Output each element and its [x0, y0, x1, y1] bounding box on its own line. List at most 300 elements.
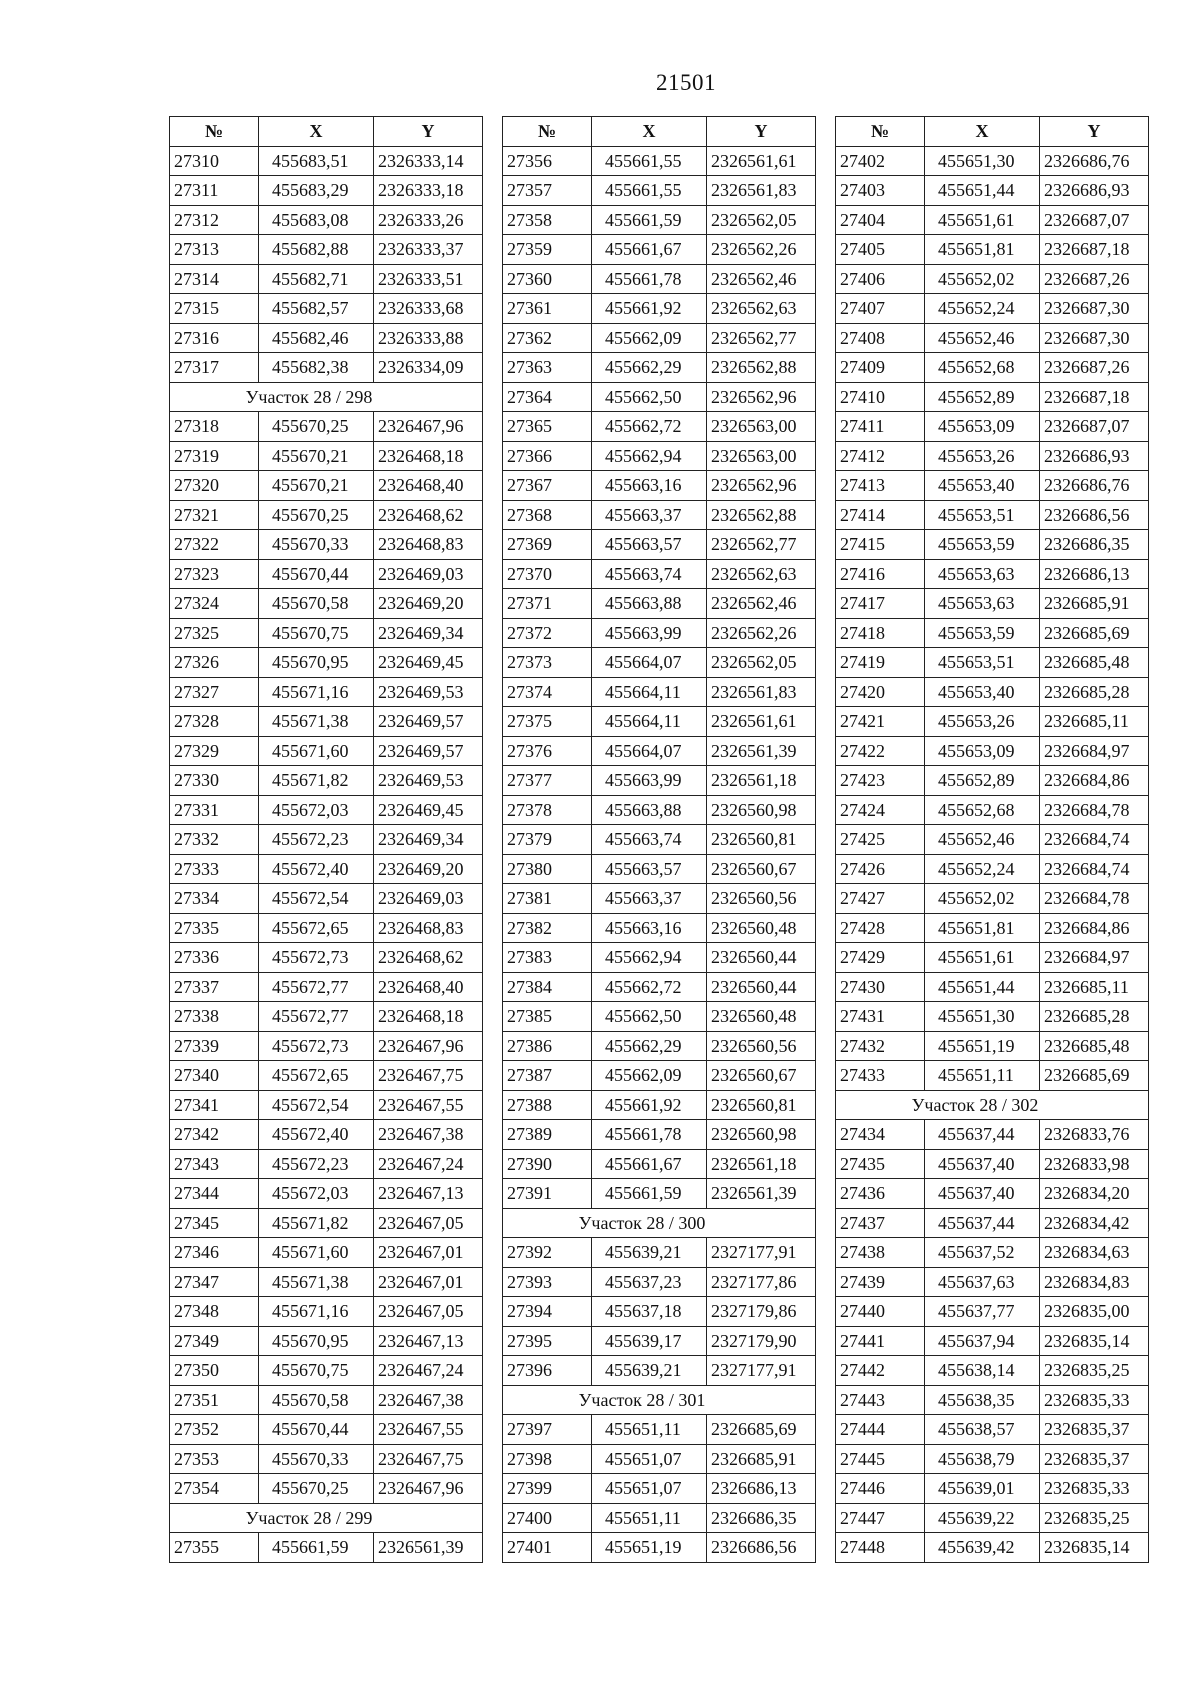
point-number-cell: 27329 — [170, 736, 259, 766]
section-title: Участок 28 / 300 — [503, 1208, 816, 1238]
point-number-cell: 27423 — [836, 766, 925, 796]
x-coordinate-cell: 455651,81 — [925, 235, 1040, 265]
table-row — [170, 1179, 483, 1209]
table-row — [836, 294, 1149, 324]
x-coordinate-cell: 455682,57 — [259, 294, 374, 324]
x-coordinate-cell: 455637,77 — [925, 1297, 1040, 1327]
y-coordinate-cell: 2326467,01 — [374, 1267, 483, 1297]
table-row — [503, 146, 816, 176]
x-coordinate-cell: 455651,44 — [925, 972, 1040, 1002]
x-coordinate-cell: 455663,88 — [592, 795, 707, 825]
point-number-cell: 27370 — [503, 559, 592, 589]
table-row — [503, 1356, 816, 1386]
y-coordinate-cell: 2326333,26 — [374, 205, 483, 235]
y-coordinate-cell: 2326560,67 — [707, 1061, 816, 1091]
table-row — [836, 677, 1149, 707]
table-row — [503, 1061, 816, 1091]
y-coordinate-cell: 2326560,44 — [707, 943, 816, 973]
table-row — [503, 854, 816, 884]
y-coordinate-cell: 2326563,00 — [707, 412, 816, 442]
x-coordinate-cell: 455661,92 — [592, 1090, 707, 1120]
y-coordinate-cell: 2326684,74 — [1040, 825, 1149, 855]
point-number-cell: 27387 — [503, 1061, 592, 1091]
table-header-row — [836, 117, 1149, 147]
x-coordinate-cell: 455653,40 — [925, 471, 1040, 501]
point-number-cell: 27407 — [836, 294, 925, 324]
y-coordinate-cell: 2326687,30 — [1040, 294, 1149, 324]
y-coordinate-cell: 2326560,81 — [707, 825, 816, 855]
table-row — [170, 825, 483, 855]
y-coordinate-cell: 2326684,86 — [1040, 913, 1149, 943]
x-coordinate-cell: 455662,29 — [592, 353, 707, 383]
x-coordinate-cell: 455670,25 — [259, 412, 374, 442]
point-number-cell: 27402 — [836, 146, 925, 176]
point-number-cell: 27363 — [503, 353, 592, 383]
y-coordinate-cell: 2326561,39 — [374, 1533, 483, 1563]
table-row — [170, 1533, 483, 1563]
table-row — [170, 1149, 483, 1179]
point-number-cell: 27330 — [170, 766, 259, 796]
point-number-cell: 27338 — [170, 1002, 259, 1032]
point-number-cell: 27397 — [503, 1415, 592, 1445]
point-number-cell: 27325 — [170, 618, 259, 648]
point-number-cell: 27436 — [836, 1179, 925, 1209]
x-coordinate-cell: 455652,46 — [925, 323, 1040, 353]
point-number-cell: 27318 — [170, 412, 259, 442]
point-number-cell: 27368 — [503, 500, 592, 530]
y-coordinate-cell: 2326834,63 — [1040, 1238, 1149, 1268]
table-row — [503, 618, 816, 648]
point-number-cell: 27424 — [836, 795, 925, 825]
x-coordinate-cell: 455672,77 — [259, 1002, 374, 1032]
y-coordinate-cell: 2326469,20 — [374, 854, 483, 884]
point-number-cell: 27392 — [503, 1238, 592, 1268]
table-row — [503, 1444, 816, 1474]
x-coordinate-cell: 455671,60 — [259, 1238, 374, 1268]
table-row — [170, 1002, 483, 1032]
point-number-cell: 27342 — [170, 1120, 259, 1150]
y-coordinate-cell: 2326833,98 — [1040, 1149, 1149, 1179]
table-row — [170, 589, 483, 619]
table-row — [170, 1297, 483, 1327]
table-body — [503, 146, 816, 1562]
y-coordinate-cell: 2326333,88 — [374, 323, 483, 353]
y-coordinate-cell: 2326684,97 — [1040, 736, 1149, 766]
x-coordinate-cell: 455637,44 — [925, 1208, 1040, 1238]
x-coordinate-cell: 455663,88 — [592, 589, 707, 619]
x-coordinate-cell: 455661,55 — [592, 146, 707, 176]
x-coordinate-cell: 455663,99 — [592, 766, 707, 796]
y-coordinate-cell: 2326562,77 — [707, 530, 816, 560]
y-coordinate-cell: 2326561,83 — [707, 176, 816, 206]
y-coordinate-cell: 2326835,37 — [1040, 1415, 1149, 1445]
y-coordinate-cell: 2326562,77 — [707, 323, 816, 353]
point-number-cell: 27379 — [503, 825, 592, 855]
point-number-cell: 27416 — [836, 559, 925, 589]
table-row — [170, 707, 483, 737]
y-coordinate-cell: 2326687,26 — [1040, 264, 1149, 294]
y-coordinate-cell: 2326469,03 — [374, 559, 483, 589]
y-coordinate-cell: 2326468,40 — [374, 471, 483, 501]
table-row — [836, 530, 1149, 560]
header-number: № — [503, 117, 592, 147]
y-coordinate-cell: 2326562,46 — [707, 589, 816, 619]
table-row — [836, 146, 1149, 176]
x-coordinate-cell: 455638,57 — [925, 1415, 1040, 1445]
table-header-row — [170, 117, 483, 147]
x-coordinate-cell: 455671,16 — [259, 1297, 374, 1327]
table-row — [503, 913, 816, 943]
y-coordinate-cell: 2326685,11 — [1040, 972, 1149, 1002]
table-row — [170, 795, 483, 825]
x-coordinate-cell: 455651,61 — [925, 205, 1040, 235]
point-number-cell: 27340 — [170, 1061, 259, 1091]
table-row — [836, 1385, 1149, 1415]
y-coordinate-cell: 2327177,91 — [707, 1356, 816, 1386]
point-number-cell: 27380 — [503, 854, 592, 884]
table-row — [503, 1149, 816, 1179]
x-coordinate-cell: 455651,44 — [925, 176, 1040, 206]
header-y: Y — [1040, 117, 1149, 147]
table-row — [170, 441, 483, 471]
table-row — [503, 1474, 816, 1504]
x-coordinate-cell: 455682,38 — [259, 353, 374, 383]
table-row — [503, 795, 816, 825]
section-row — [836, 1090, 1149, 1120]
x-coordinate-cell: 455663,37 — [592, 500, 707, 530]
x-coordinate-cell: 455639,22 — [925, 1503, 1040, 1533]
y-coordinate-cell: 2326562,05 — [707, 648, 816, 678]
x-coordinate-cell: 455670,25 — [259, 500, 374, 530]
point-number-cell: 27419 — [836, 648, 925, 678]
section-row — [503, 1208, 816, 1238]
table-row — [170, 530, 483, 560]
table-row — [503, 1090, 816, 1120]
point-number-cell: 27381 — [503, 884, 592, 914]
point-number-cell: 27383 — [503, 943, 592, 973]
point-number-cell: 27358 — [503, 205, 592, 235]
point-number-cell: 27315 — [170, 294, 259, 324]
point-number-cell: 27356 — [503, 146, 592, 176]
table-row — [503, 707, 816, 737]
x-coordinate-cell: 455651,19 — [925, 1031, 1040, 1061]
table-row — [170, 972, 483, 1002]
table-row — [836, 1149, 1149, 1179]
table-row — [503, 648, 816, 678]
table-row — [503, 382, 816, 412]
point-number-cell: 27393 — [503, 1267, 592, 1297]
x-coordinate-cell: 455670,95 — [259, 648, 374, 678]
point-number-cell: 27447 — [836, 1503, 925, 1533]
y-coordinate-cell: 2326834,20 — [1040, 1179, 1149, 1209]
y-coordinate-cell: 2326561,18 — [707, 766, 816, 796]
point-number-cell: 27332 — [170, 825, 259, 855]
y-coordinate-cell: 2326686,13 — [1040, 559, 1149, 589]
y-coordinate-cell: 2326684,86 — [1040, 766, 1149, 796]
table-row — [503, 1238, 816, 1268]
x-coordinate-cell: 455653,40 — [925, 677, 1040, 707]
table-row — [503, 766, 816, 796]
point-number-cell: 27400 — [503, 1503, 592, 1533]
y-coordinate-cell: 2326467,24 — [374, 1356, 483, 1386]
table-header-row — [503, 117, 816, 147]
x-coordinate-cell: 455661,92 — [592, 294, 707, 324]
point-number-cell: 27389 — [503, 1120, 592, 1150]
y-coordinate-cell: 2326467,38 — [374, 1385, 483, 1415]
table-row — [836, 235, 1149, 265]
x-coordinate-cell: 455663,16 — [592, 471, 707, 501]
table-row — [170, 766, 483, 796]
table-row — [170, 176, 483, 206]
point-number-cell: 27417 — [836, 589, 925, 619]
table-row — [836, 412, 1149, 442]
point-number-cell: 27410 — [836, 382, 925, 412]
point-number-cell: 27439 — [836, 1267, 925, 1297]
x-coordinate-cell: 455662,50 — [592, 1002, 707, 1032]
x-coordinate-cell: 455651,19 — [592, 1533, 707, 1563]
y-coordinate-cell: 2326469,03 — [374, 884, 483, 914]
x-coordinate-cell: 455651,07 — [592, 1474, 707, 1504]
y-coordinate-cell: 2326685,48 — [1040, 1031, 1149, 1061]
table-row — [503, 323, 816, 353]
x-coordinate-cell: 455651,07 — [592, 1444, 707, 1474]
point-number-cell: 27386 — [503, 1031, 592, 1061]
table-row — [836, 1238, 1149, 1268]
point-number-cell: 27398 — [503, 1444, 592, 1474]
x-coordinate-cell: 455639,21 — [592, 1238, 707, 1268]
table-row — [503, 205, 816, 235]
point-number-cell: 27310 — [170, 146, 259, 176]
header-y: Y — [374, 117, 483, 147]
y-coordinate-cell: 2326685,91 — [1040, 589, 1149, 619]
table-row — [836, 1356, 1149, 1386]
point-number-cell: 27337 — [170, 972, 259, 1002]
point-number-cell: 27445 — [836, 1444, 925, 1474]
x-coordinate-cell: 455663,16 — [592, 913, 707, 943]
y-coordinate-cell: 2326835,33 — [1040, 1474, 1149, 1504]
table-row — [170, 559, 483, 589]
x-coordinate-cell: 455670,44 — [259, 559, 374, 589]
x-coordinate-cell: 455663,74 — [592, 825, 707, 855]
point-number-cell: 27377 — [503, 766, 592, 796]
table-row — [170, 353, 483, 383]
point-number-cell: 27348 — [170, 1297, 259, 1327]
x-coordinate-cell: 455637,94 — [925, 1326, 1040, 1356]
table-row — [836, 618, 1149, 648]
x-coordinate-cell: 455664,07 — [592, 736, 707, 766]
x-coordinate-cell: 455653,59 — [925, 618, 1040, 648]
y-coordinate-cell: 2326835,37 — [1040, 1444, 1149, 1474]
table-row — [170, 1385, 483, 1415]
table-row — [836, 1031, 1149, 1061]
y-coordinate-cell: 2326687,07 — [1040, 412, 1149, 442]
x-coordinate-cell: 455653,59 — [925, 530, 1040, 560]
y-coordinate-cell: 2326684,74 — [1040, 854, 1149, 884]
x-coordinate-cell: 455653,63 — [925, 559, 1040, 589]
point-number-cell: 27341 — [170, 1090, 259, 1120]
y-coordinate-cell: 2326469,34 — [374, 825, 483, 855]
x-coordinate-cell: 455670,33 — [259, 530, 374, 560]
point-number-cell: 27420 — [836, 677, 925, 707]
table-row — [836, 205, 1149, 235]
table-row — [836, 1179, 1149, 1209]
x-coordinate-cell: 455672,65 — [259, 913, 374, 943]
table-row — [170, 1356, 483, 1386]
x-coordinate-cell: 455672,40 — [259, 854, 374, 884]
point-number-cell: 27328 — [170, 707, 259, 737]
x-coordinate-cell: 455661,67 — [592, 1149, 707, 1179]
section-title: Участок 28 / 302 — [836, 1090, 1149, 1120]
table-row — [503, 1031, 816, 1061]
point-number-cell: 27359 — [503, 235, 592, 265]
section-title: Участок 28 / 298 — [170, 382, 483, 412]
y-coordinate-cell: 2326560,67 — [707, 854, 816, 884]
y-coordinate-cell: 2326563,00 — [707, 441, 816, 471]
y-coordinate-cell: 2326562,96 — [707, 471, 816, 501]
y-coordinate-cell: 2326560,48 — [707, 1002, 816, 1032]
x-coordinate-cell: 455683,51 — [259, 146, 374, 176]
section-row — [170, 1503, 483, 1533]
y-coordinate-cell: 2326834,83 — [1040, 1267, 1149, 1297]
y-coordinate-cell: 2326468,83 — [374, 913, 483, 943]
y-coordinate-cell: 2326467,24 — [374, 1149, 483, 1179]
point-number-cell: 27316 — [170, 323, 259, 353]
y-coordinate-cell: 2326686,35 — [707, 1503, 816, 1533]
table-row — [836, 766, 1149, 796]
table-row — [503, 471, 816, 501]
table-row — [503, 1179, 816, 1209]
section-title: Участок 28 / 299 — [170, 1503, 483, 1533]
table-row — [836, 943, 1149, 973]
table-row — [170, 1120, 483, 1150]
table-row — [170, 205, 483, 235]
point-number-cell: 27385 — [503, 1002, 592, 1032]
point-number-cell: 27354 — [170, 1474, 259, 1504]
table-row — [836, 589, 1149, 619]
x-coordinate-cell: 455672,73 — [259, 1031, 374, 1061]
section-row — [503, 1385, 816, 1415]
x-coordinate-cell: 455671,60 — [259, 736, 374, 766]
point-number-cell: 27347 — [170, 1267, 259, 1297]
x-coordinate-cell: 455653,09 — [925, 412, 1040, 442]
y-coordinate-cell: 2326468,40 — [374, 972, 483, 1002]
point-number-cell: 27395 — [503, 1326, 592, 1356]
point-number-cell: 27408 — [836, 323, 925, 353]
y-coordinate-cell: 2326467,55 — [374, 1090, 483, 1120]
point-number-cell: 27405 — [836, 235, 925, 265]
table-row — [170, 1474, 483, 1504]
x-coordinate-cell: 455651,30 — [925, 1002, 1040, 1032]
point-number-cell: 27371 — [503, 589, 592, 619]
y-coordinate-cell: 2326686,35 — [1040, 530, 1149, 560]
y-coordinate-cell: 2326333,18 — [374, 176, 483, 206]
table-row — [170, 648, 483, 678]
y-coordinate-cell: 2326469,53 — [374, 766, 483, 796]
point-number-cell: 27421 — [836, 707, 925, 737]
table-row — [836, 884, 1149, 914]
x-coordinate-cell: 455672,54 — [259, 884, 374, 914]
table-row — [503, 500, 816, 530]
y-coordinate-cell: 2326835,33 — [1040, 1385, 1149, 1415]
table-row — [503, 677, 816, 707]
y-coordinate-cell: 2326560,56 — [707, 884, 816, 914]
x-coordinate-cell: 455682,71 — [259, 264, 374, 294]
y-coordinate-cell: 2326835,14 — [1040, 1533, 1149, 1563]
x-coordinate-cell: 455651,11 — [592, 1415, 707, 1445]
x-coordinate-cell: 455639,42 — [925, 1533, 1040, 1563]
point-number-cell: 27365 — [503, 412, 592, 442]
y-coordinate-cell: 2326835,00 — [1040, 1297, 1149, 1327]
x-coordinate-cell: 455653,51 — [925, 648, 1040, 678]
x-coordinate-cell: 455672,73 — [259, 943, 374, 973]
point-number-cell: 27351 — [170, 1385, 259, 1415]
point-number-cell: 27448 — [836, 1533, 925, 1563]
x-coordinate-cell: 455637,40 — [925, 1149, 1040, 1179]
point-number-cell: 27441 — [836, 1326, 925, 1356]
x-coordinate-cell: 455670,25 — [259, 1474, 374, 1504]
point-number-cell: 27433 — [836, 1061, 925, 1091]
y-coordinate-cell: 2326561,39 — [707, 736, 816, 766]
table-row — [836, 176, 1149, 206]
y-coordinate-cell: 2326562,88 — [707, 353, 816, 383]
table-row — [503, 1503, 816, 1533]
table-row — [503, 353, 816, 383]
point-number-cell: 27321 — [170, 500, 259, 530]
table-row — [170, 1326, 483, 1356]
y-coordinate-cell: 2326562,05 — [707, 205, 816, 235]
table-body — [836, 146, 1149, 1562]
point-number-cell: 27345 — [170, 1208, 259, 1238]
point-number-cell: 27430 — [836, 972, 925, 1002]
y-coordinate-cell: 2326687,18 — [1040, 235, 1149, 265]
x-coordinate-cell: 455672,03 — [259, 1179, 374, 1209]
table-row — [836, 323, 1149, 353]
x-coordinate-cell: 455671,16 — [259, 677, 374, 707]
table-row — [170, 294, 483, 324]
y-coordinate-cell: 2326686,56 — [707, 1533, 816, 1563]
header-x: X — [592, 117, 707, 147]
y-coordinate-cell: 2326333,51 — [374, 264, 483, 294]
table-row — [170, 412, 483, 442]
x-coordinate-cell: 455672,65 — [259, 1061, 374, 1091]
table-row — [170, 500, 483, 530]
table-row — [503, 294, 816, 324]
table-row — [170, 854, 483, 884]
point-number-cell: 27382 — [503, 913, 592, 943]
point-number-cell: 27374 — [503, 677, 592, 707]
y-coordinate-cell: 2326469,34 — [374, 618, 483, 648]
table-row — [503, 972, 816, 1002]
x-coordinate-cell: 455670,21 — [259, 471, 374, 501]
point-number-cell: 27378 — [503, 795, 592, 825]
table-row — [836, 441, 1149, 471]
y-coordinate-cell: 2326562,63 — [707, 559, 816, 589]
x-coordinate-cell: 455637,40 — [925, 1179, 1040, 1209]
x-coordinate-cell: 455662,09 — [592, 1061, 707, 1091]
point-number-cell: 27388 — [503, 1090, 592, 1120]
point-number-cell: 27446 — [836, 1474, 925, 1504]
point-number-cell: 27375 — [503, 707, 592, 737]
point-number-cell: 27403 — [836, 176, 925, 206]
y-coordinate-cell: 2326687,07 — [1040, 205, 1149, 235]
section-row — [170, 382, 483, 412]
y-coordinate-cell: 2326686,93 — [1040, 441, 1149, 471]
x-coordinate-cell: 455683,29 — [259, 176, 374, 206]
table-row — [836, 1208, 1149, 1238]
x-coordinate-cell: 455637,44 — [925, 1120, 1040, 1150]
y-coordinate-cell: 2326467,75 — [374, 1061, 483, 1091]
x-coordinate-cell: 455651,61 — [925, 943, 1040, 973]
